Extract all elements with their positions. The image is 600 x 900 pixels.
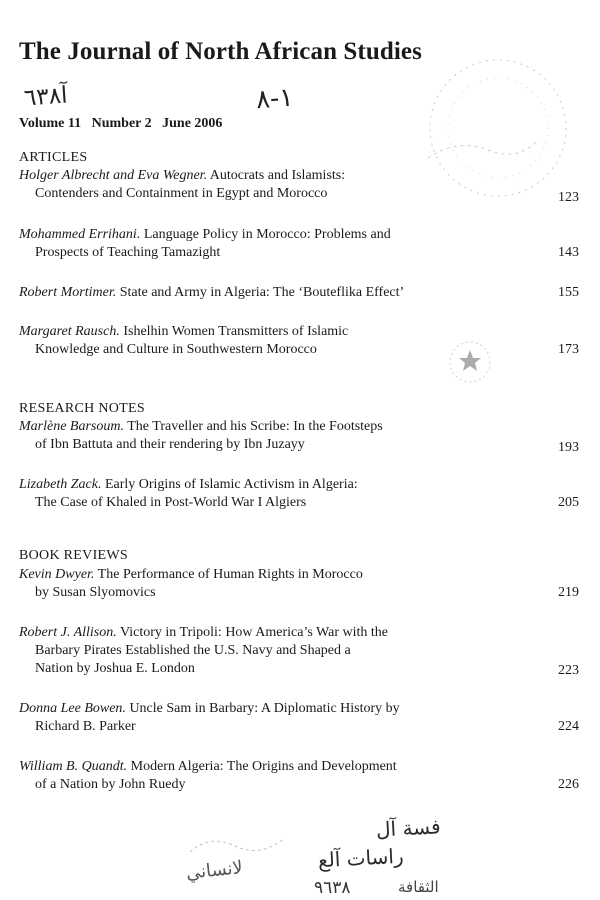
section-heading-articles: ARTICLES [19,150,88,165]
entry-page-number: 173 [558,342,579,357]
entry-title-line1: The Performance of Human Rights in Morocco [94,567,363,582]
entry-page-number: 193 [558,440,579,455]
section-heading-research-notes: RESEARCH NOTES [19,401,145,416]
entry-title-line1: The Traveller and his Scribe: In the Footsteps [124,419,383,434]
entry-title-line2: Prospects of Teaching Tamazight [35,245,221,260]
entry-author: Donna Lee Bowen. [19,701,126,716]
handwritten-note: ١-٨ [254,82,295,116]
toc-entry [19,700,579,736]
entry-title-line2: Barbary Pirates Established the U.S. Navy and Shaped a [35,643,351,658]
entry-title-line1: Language Policy in Morocco: Problems and [140,227,391,242]
entry-author: Lizabeth Zack. [19,477,102,492]
entry-title-line2: of a Nation by John Ruedy [35,777,186,792]
footer-stamp-right-text: الثقافة [398,878,439,896]
entry-page-number: 143 [558,245,579,260]
entry-author: Holger Albrecht and Eva Wegner. [19,168,208,183]
entry-page-number: 226 [558,777,579,792]
entry-page-number: 223 [558,663,579,678]
entry-title-line1: Early Origins of Islamic Activism in Algeria: [101,477,358,492]
volume-issue-line: Volume 11 Number 2 June 2006 [19,116,223,131]
toc-entry [19,167,579,203]
entry-title-line1: Victory in Tripoli: How America’s War with the [116,625,389,640]
entry-page-number: 205 [558,495,579,510]
footer-stamp-line1: فسة آل [375,814,442,842]
handwritten-call-number: آ٦٣٨ [23,82,69,112]
entry-title-line2: by Susan Slyomovics [35,585,156,600]
entry-author: Kevin Dwyer. [19,567,95,582]
journal-title: The Journal of North African Studies [19,38,422,65]
footer-stamp-number: ٩٦٣٨ [314,878,351,898]
footer-stamp-mark [180,822,290,872]
entry-title-line1: Uncle Sam in Barbary: A Diplomatic History by [125,701,400,716]
toc-entry [19,624,579,678]
entry-title-line2: Contenders and Containment in Egypt and Morocco [35,186,328,201]
entry-title-line2: of Ibn Battuta and their rendering by Ibn Juzayy [35,437,305,452]
footer-stamp-line2: راسات آلع [317,843,405,873]
toc-entry [19,476,579,512]
footer-stamp-scrawl [190,838,285,852]
stamp-scrawl [428,140,538,158]
entry-author: Marlène Barsoum. [19,419,124,434]
toc-entry [19,284,579,302]
entry-page-number: 224 [558,719,579,734]
toc-entry [19,226,579,262]
entry-title-line2: Richard B. Parker [35,719,136,734]
entry-title-line1: State and Army in Algeria: The ‘Bouteflika Effect’ [116,285,405,300]
toc-entry [19,418,579,454]
toc-entry [19,323,579,359]
entry-page-number: 155 [558,285,579,300]
entry-author: William B. Quandt. [19,759,128,774]
toc-entry [19,566,579,602]
entry-title-line1: Ishelhin Women Transmitters of Islamic [119,324,349,339]
section-heading-book-reviews: BOOK REVIEWS [19,548,128,563]
footer-stamp-left-text: لانساني [185,857,244,884]
entry-author: Robert J. Allison. [19,625,117,640]
entry-page-number: 123 [558,190,579,205]
entry-title-line2: The Case of Khaled in Post-World War I Algiers [35,495,307,510]
toc-entry [19,758,579,794]
entry-page-number: 219 [558,585,579,600]
entry-author: Margaret Rausch. [19,324,120,339]
entry-title-line2: Knowledge and Culture in Southwestern Morocco [35,342,317,357]
entry-title-line1: Modern Algeria: The Origins and Development [127,759,397,774]
entry-title-line3: Nation by Joshua E. London [35,661,195,676]
entry-title-line1: Autocrats and Islamists: [207,168,346,183]
entry-author: Robert Mortimer. [19,285,117,300]
stamp-inner-ring [448,78,548,178]
entry-author: Mohammed Errihani. [19,227,141,242]
